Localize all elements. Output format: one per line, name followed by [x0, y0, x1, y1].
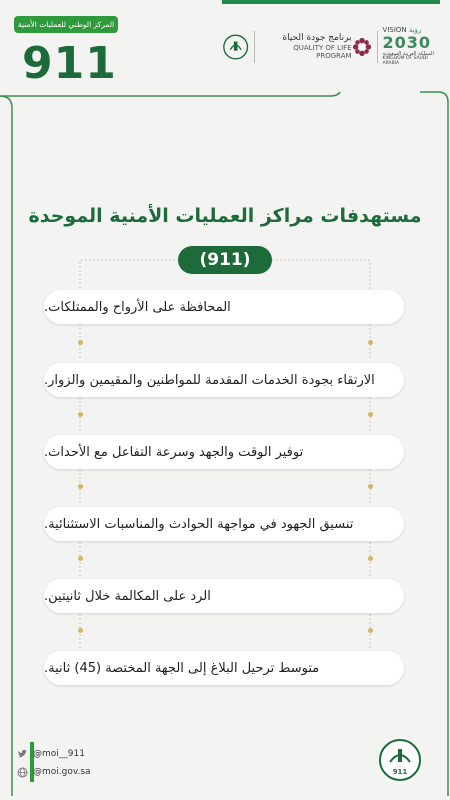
badge-911: (911)	[178, 246, 272, 274]
logo-divider	[254, 31, 255, 63]
connector-dot	[78, 484, 83, 489]
ncso-911-logo: 911	[22, 38, 117, 89]
goal-text: متوسط ترحيل البلاغ إلى الجهة المختصة (45) ثانية.	[44, 660, 320, 676]
org-name-badge: المركز الوطني للعمليات الأمنية	[14, 16, 118, 33]
social-links	[16, 745, 91, 781]
moi-emblem-icon	[222, 32, 249, 62]
goal-item	[44, 507, 404, 541]
qol-flower-icon	[352, 36, 372, 58]
vision-year: 2030	[382, 33, 432, 53]
connector-dot	[368, 628, 373, 633]
goal-text: الرد على المكالمة خلال ثانيتين.	[44, 588, 211, 604]
website-url: @moi.gov.sa	[33, 767, 91, 777]
goal-text: المحافظة على الأرواح والممتلكات.	[44, 299, 231, 315]
connector-dot	[368, 556, 373, 561]
vision-label: VISION	[382, 25, 407, 34]
goal-text: تنسيق الجهود في مواجهة الحوادث والمناسبات الاستثنائية.	[44, 516, 354, 532]
twitter-icon	[16, 748, 28, 760]
qol-english: QUALITY OF LIFE PROGRAM	[293, 44, 352, 61]
globe-icon	[16, 766, 28, 778]
goal-text: الارتقاء بجودة الخدمات المقدمة للمواطنين والمقيمين والزوار.	[44, 372, 375, 388]
connector-dot	[368, 340, 373, 345]
vision-2030-logo	[383, 27, 440, 68]
connector-dot	[368, 412, 373, 417]
website-link[interactable]	[16, 763, 91, 781]
twitter-link[interactable]	[16, 745, 91, 763]
connector-dot	[78, 556, 83, 561]
goal-text: توفير الوقت والجهد وسرعة التفاعل مع الأحداث.	[44, 444, 304, 460]
moi-911-badge-icon	[378, 738, 422, 782]
twitter-handle: @moi__911	[33, 749, 85, 759]
vision-country-en: KINGDOM OF SAUDI ARABIA	[382, 56, 428, 67]
top-accent-bar	[222, 0, 440, 4]
qol-program-logo	[264, 33, 351, 61]
goal-item	[44, 651, 404, 685]
connector-dot	[78, 412, 83, 417]
goal-item	[44, 290, 404, 324]
connector-dot	[368, 484, 373, 489]
vision-country-ar: المملكة العربية السعودية	[382, 50, 434, 57]
page-title: مستهدفات مراكز العمليات الأمنية الموحدة	[28, 205, 422, 227]
goal-item	[44, 435, 404, 469]
goal-item	[44, 363, 404, 397]
logo-divider	[377, 31, 378, 63]
badge-number: 911	[392, 768, 408, 776]
connector-dot	[78, 340, 83, 345]
goal-item	[44, 579, 404, 613]
connector-dot	[78, 628, 83, 633]
partner-logos	[222, 26, 440, 68]
qol-arabic: برنامج جودة الحياة	[282, 33, 352, 44]
vision-ar: رؤية	[408, 25, 422, 34]
